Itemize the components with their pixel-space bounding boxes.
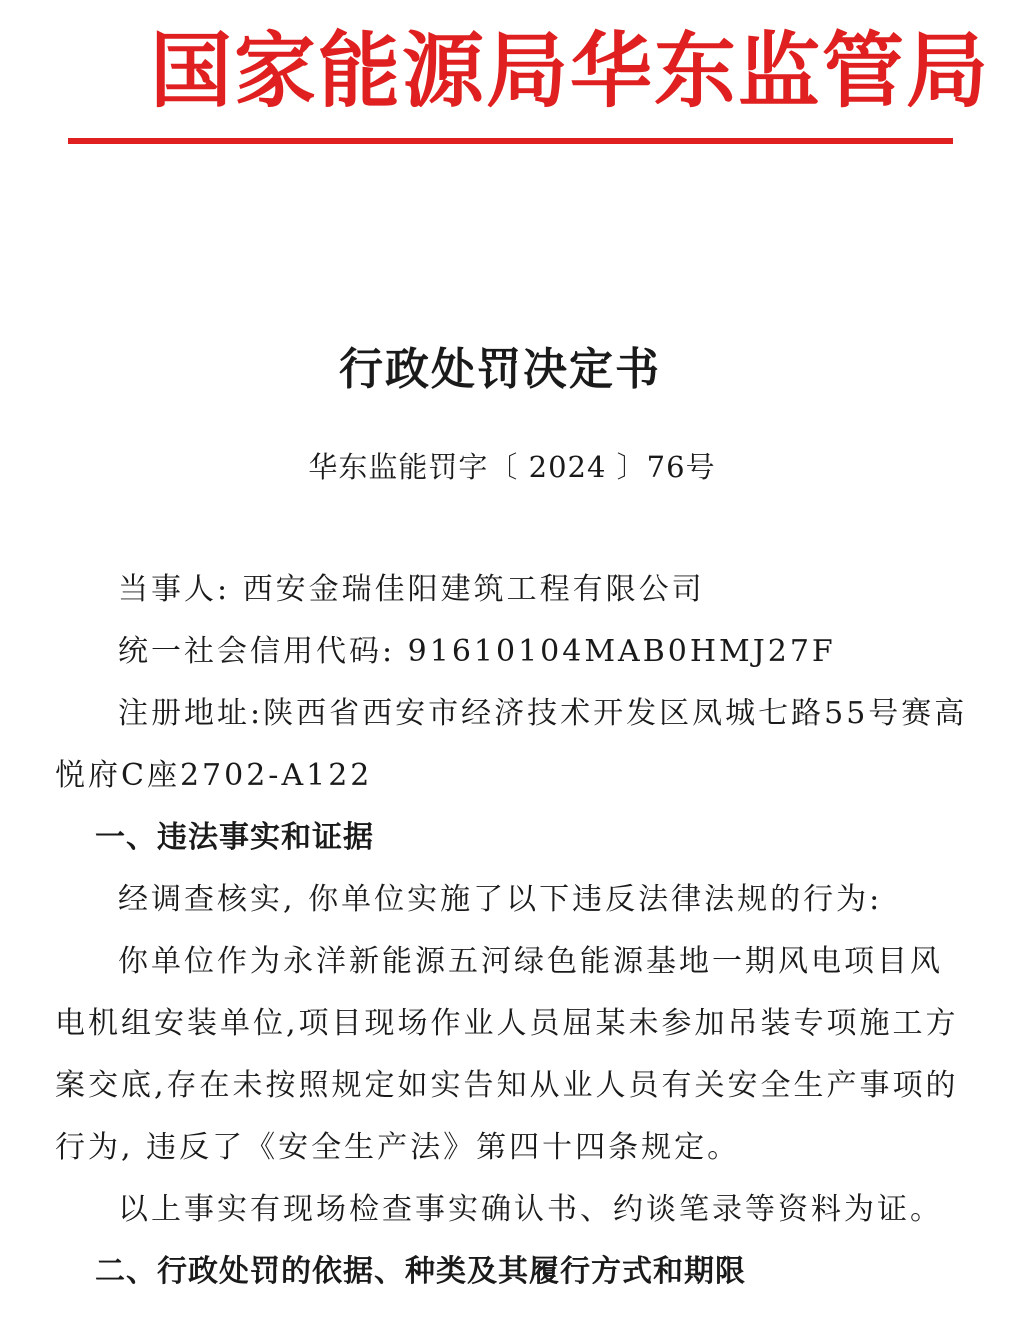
party-credit-code: 统一社会信用代码: 91610104MAB0HMJ27F bbox=[118, 634, 836, 669]
section-1-fact-line-1: 你单位作为永洋新能源五河绿色能源基地一期风电项目风 bbox=[118, 944, 943, 979]
section-1-heading: 一、违法事实和证据 bbox=[95, 820, 374, 855]
party-address-line-2: 悦府C座2702-A122 bbox=[55, 758, 373, 793]
document-number: 华东监能罚字〔 2024 〕76号 bbox=[308, 450, 716, 484]
letterhead-org-name: 国家能源局华东监管局 bbox=[150, 24, 991, 119]
document-title: 行政处罚决定书 bbox=[339, 344, 661, 395]
section-1-intro: 经调查核实, 你单位实施了以下违反法律法规的行为: bbox=[118, 882, 883, 917]
party-address-line-1: 注册地址:陕西省西安市经济技术开发区凤城七路55号赛高 bbox=[118, 696, 968, 731]
section-1-fact-line-4: 行为, 违反了《安全生产法》第四十四条规定。 bbox=[55, 1130, 741, 1165]
section-1-fact-line-3: 案交底,存在未按照规定如实告知从业人员有关安全生产事项的 bbox=[55, 1068, 959, 1103]
section-1-evidence: 以上事实有现场检查事实确认书、约谈笔录等资料为证。 bbox=[118, 1192, 943, 1227]
party-name: 当事人: 西安金瑞佳阳建筑工程有限公司 bbox=[118, 572, 705, 607]
section-1-fact-line-2: 电机组安装单位,项目现场作业人员屈某未参加吊装专项施工方 bbox=[55, 1006, 959, 1041]
letterhead-red-rule bbox=[68, 138, 953, 144]
section-2-heading: 二、行政处罚的依据、种类及其履行方式和期限 bbox=[95, 1254, 746, 1289]
